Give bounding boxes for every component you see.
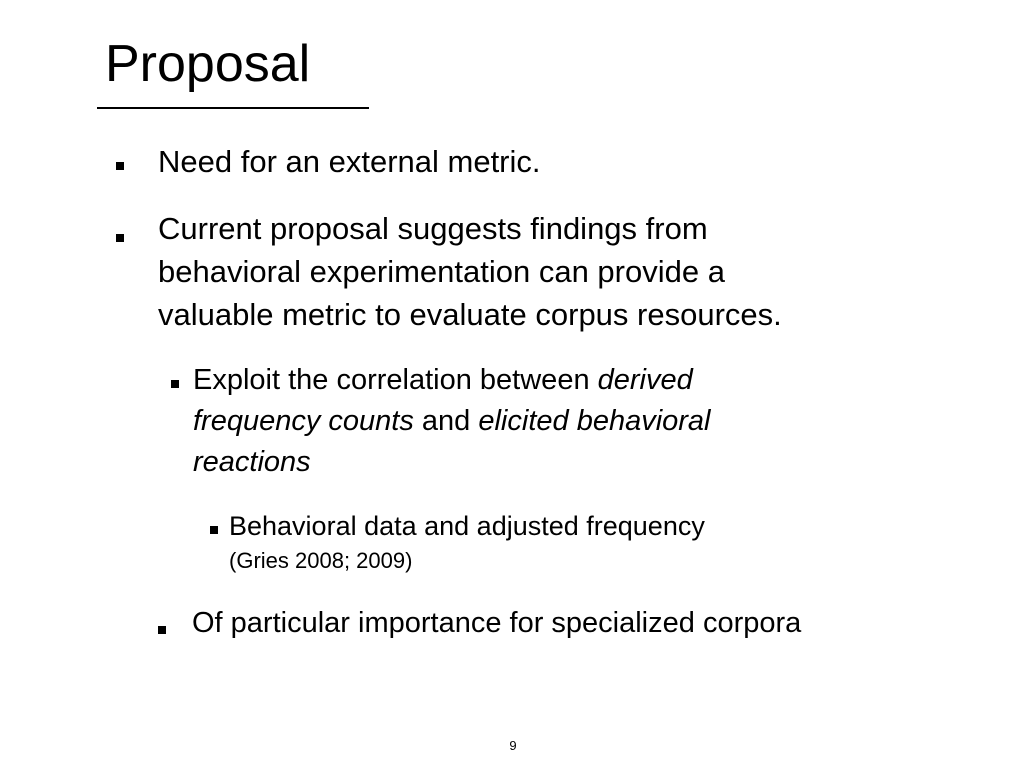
bullet-current-proposal-line-3: valuable metric to evaluate corpus resources. <box>158 297 782 332</box>
slide-title: Proposal <box>105 35 311 93</box>
bullet-exploit-correlation-line-1 <box>193 360 693 401</box>
plain-text: and <box>413 405 479 437</box>
italic-text: reactions <box>193 446 311 478</box>
italic-text: frequency counts <box>193 405 414 437</box>
square-bullet-icon <box>171 380 179 388</box>
title-underline <box>97 107 369 109</box>
italic-text: elicited behavioral <box>478 405 711 437</box>
square-bullet-icon <box>210 526 218 534</box>
bullet-behavioral-data: Behavioral data and adjusted frequency <box>229 511 705 541</box>
square-bullet-icon <box>116 162 124 170</box>
page-number: 9 <box>509 738 517 753</box>
plain-text: Exploit the correlation between <box>193 364 598 396</box>
italic-text: derived <box>597 364 693 396</box>
bullet-exploit-correlation-line-2 <box>193 401 711 442</box>
bullet-external-metric: Need for an external metric. <box>158 144 541 179</box>
bullet-exploit-correlation-line-3 <box>193 442 311 483</box>
square-bullet-icon <box>116 234 124 242</box>
square-bullet-icon <box>158 626 166 634</box>
citation-gries: (Gries 2008; 2009) <box>229 548 413 573</box>
bullet-current-proposal-line-2: behavioral experimentation can provide a <box>158 254 725 289</box>
bullet-specialized-corpora: Of particular importance for specialized corpora <box>192 607 802 639</box>
bullet-current-proposal-line-1: Current proposal suggests findings from <box>158 211 708 246</box>
